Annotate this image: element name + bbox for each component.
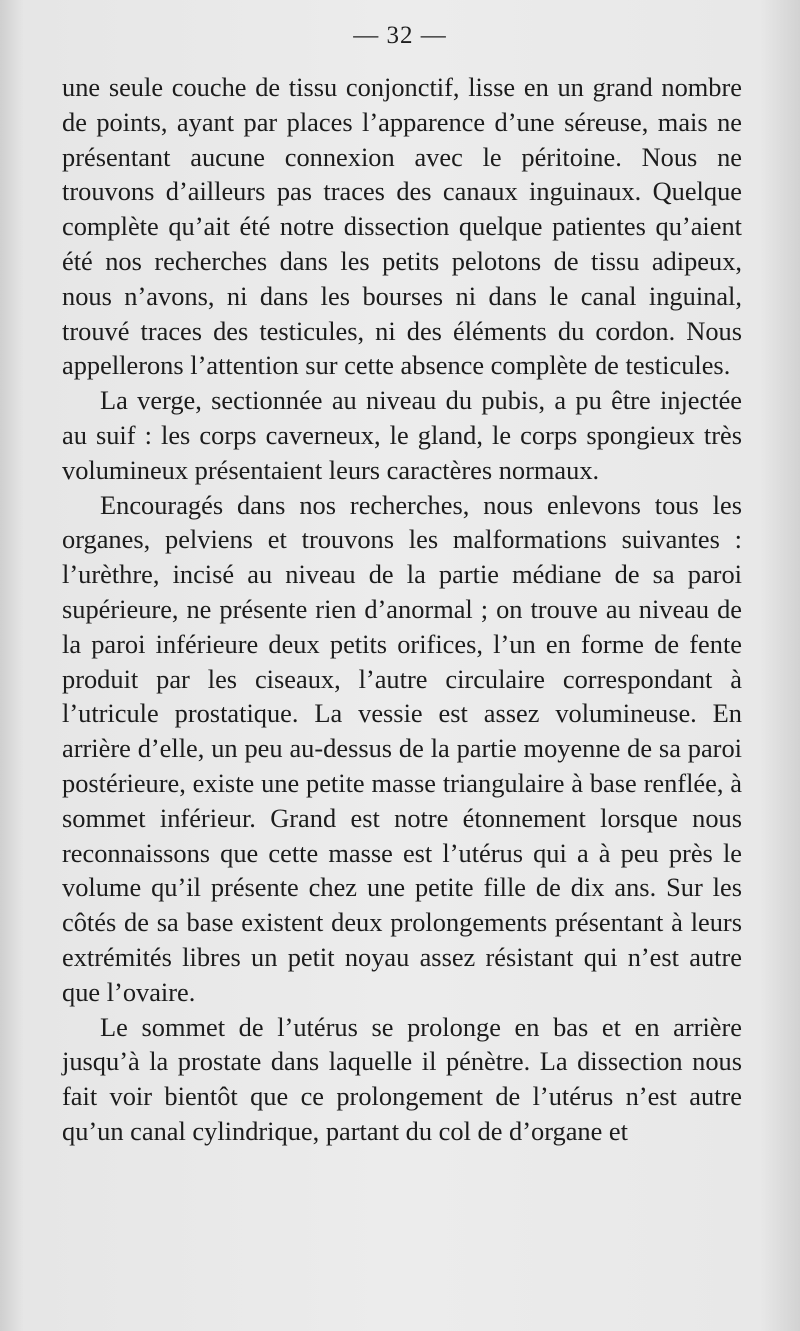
paragraph-1: une seule couche de tissu conjonctif, lisse en un grand nombre de points, ayant par places l’apparence d’une séreuse, mais ne présentant aucune connexion avec le péritoine. Nous ne trouvons d’ailleurs pas traces des canaux inguinaux. Quelque complète qu’ait été notre dissection quelque patientes qu’aient été nos recherches dans les petits pelotons de tissu adipeux, nous n’avons, ni dans les bourses ni dans le canal inguinal, trouvé traces des testicules, ni des éléments du cordon. Nous appellerons l’attention sur cette absence complète de testicules. <box>62 72 742 381</box>
body-text <box>62 70 742 1149</box>
paragraph-3: Encouragés dans nos recherches, nous enlevons tous les organes, pelviens et trouvons les malformations suivantes : l’urèthre, incisé au niveau de la partie médiane de sa paroi supérieure, ne présente rien d’anormal ; on trouve au niveau de la paroi inférieure deux petits orifices, l’un en forme de fente produit par les ciseaux, l’autre circulaire correspondant à l’utricule prostatique. La vessie est assez volumineuse. En arrière d’elle, un peu au-dessus de la partie moyenne de sa paroi postérieure, existe une petite masse triangulaire à base renflée, à sommet inférieur. Grand est notre étonnement lorsque nous reconnaissons que cette masse est l’utérus qui a à peu près le volume qu’il présente chez une petite fille de dix ans. Sur les côtés de sa base existent deux prolongements présentant à leurs extrémités libres un petit noyau assez résistant qui n’est autre que l’ovaire. <box>62 489 742 1007</box>
paragraph-4: Le sommet de l’utérus se prolonge en bas et en arrière jusqu’à la prostate dans laquelle il pénètre. La dissection nous fait voir bientôt que ce prolongement de l’utérus n’est autre qu’un canal cylindrique, partant du col de d’organe et <box>62 1011 742 1146</box>
page-number: — 32 — <box>353 22 447 49</box>
paragraph-2: La verge, sectionnée au niveau du pubis, a pu être injectée au suif : les corps caverneux, le gland, le corps spongieux très volumineux présentaient leurs caractères normaux. <box>62 385 742 485</box>
